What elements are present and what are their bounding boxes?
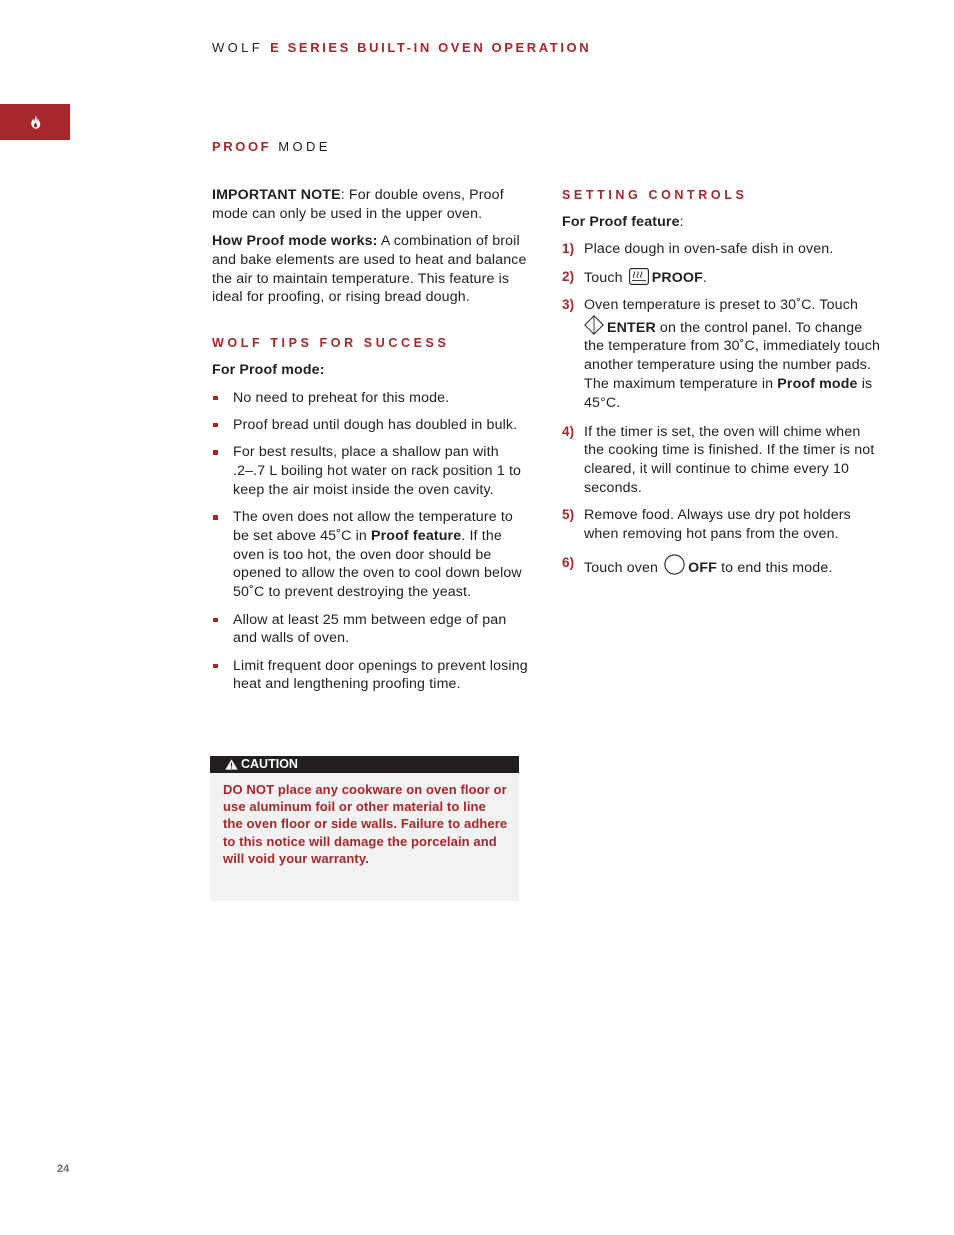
step-text-bold: OFF [688, 559, 717, 576]
tip-text: Allow at least 25 mm between edge of pan and walls of oven. [233, 611, 507, 647]
caution-bar [210, 756, 519, 773]
how-it-works-text: A combination of broil and bake elements are used to heat and balance the air to maintain temperature. This feature is ideal for proofing, or rising bread dough. [212, 233, 527, 306]
steps-list [562, 240, 882, 577]
list-item [562, 554, 882, 578]
tips-label: For Proof mode: [212, 362, 325, 379]
step-text: on the control panel. To change the temperature from 30˚C, immediately touch another temperature using the number pads. The maximum temperature in [584, 319, 880, 393]
bullet-icon [213, 423, 218, 428]
header-brand: WOLF [212, 40, 264, 55]
list-item [562, 240, 882, 259]
tip-text: For best results, place a shallow pan with .2–.7 L boiling hot water on rack position 1 to keep the air moist inside the oven cavity. [233, 444, 522, 498]
tip-text: Limit frequent door openings to prevent losing heat and lengthening proofing time. [233, 657, 528, 693]
caution-box [210, 756, 519, 901]
bullet-icon [213, 618, 218, 623]
step-number: 3) [562, 296, 575, 312]
enter-icon [584, 315, 604, 335]
step-text-bold: ENTER [607, 319, 656, 336]
header-title: E SERIES BUILT-IN OVEN OPERATION [270, 40, 592, 55]
list-item [562, 296, 882, 413]
setting-controls-label-colon: : [679, 214, 684, 230]
step-text: Touch [584, 269, 623, 286]
important-note-label: IMPORTANT NOTE [212, 187, 341, 203]
list-item [562, 268, 882, 288]
right-column [562, 186, 882, 586]
important-note-text: : For double ovens, Proof mode can only be used in the upper oven. [212, 187, 504, 222]
step-text: If the timer is set, the oven will chime when the cooking time is finished. If the timer is not cleared, it will continue to chime every 10 seconds. [584, 423, 875, 497]
step-text-bold: Proof mode [777, 376, 858, 393]
list-item [212, 443, 530, 499]
section-title-bold: PROOF [212, 139, 272, 154]
how-it-works [212, 232, 530, 307]
caution-label: CAUTION [241, 757, 298, 771]
list-item [212, 416, 530, 435]
bullet-icon [213, 396, 218, 401]
important-note [212, 186, 530, 224]
step-text: to end this mode. [717, 559, 833, 576]
section-title-rest: MODE [278, 139, 331, 154]
list-item [212, 611, 530, 649]
step-text: Oven temperature is preset to 30˚C. Touch [584, 296, 859, 313]
how-it-works-label: How Proof mode works: [212, 233, 378, 250]
bullet-icon [213, 450, 218, 455]
tip-text-bold: Proof feature [371, 527, 462, 544]
setting-controls-label [562, 213, 882, 232]
step-number: 1) [562, 241, 575, 257]
list-item [212, 657, 530, 695]
flame-icon [30, 115, 41, 129]
step-number: 4) [562, 423, 575, 439]
list-item [212, 389, 530, 408]
step-text: Touch oven [584, 559, 659, 576]
proof-icon [629, 268, 649, 285]
setting-controls-label-text: For Proof feature [562, 214, 680, 230]
running-header [212, 40, 591, 55]
list-item [562, 506, 882, 544]
off-icon [664, 554, 685, 575]
left-column [212, 186, 530, 703]
list-item [212, 508, 530, 602]
step-text: Place dough in oven-safe dish in oven. [584, 241, 834, 258]
list-item [562, 423, 882, 498]
step-text: . [702, 269, 707, 286]
page-number: 24 [57, 1163, 70, 1175]
tip-text: No need to preheat for this mode. [233, 389, 450, 406]
tip-text: . If the oven is too hot, the oven door should be opened to allow the oven to cool down below 50˚C to prevent destroying the yeast. [233, 527, 522, 601]
tips-heading: WOLF TIPS FOR SUCCESS [212, 336, 450, 351]
step-text: Remove food. Always use dry pot holders when removing hot pans from the oven. [584, 507, 851, 543]
step-text: is 45°C. [584, 376, 873, 411]
section-title [212, 139, 331, 154]
step-number: 6) [562, 554, 575, 570]
tip-text: The oven does not allow the temperature to be set above 45˚C in [233, 509, 513, 544]
setting-controls-heading: SETTING CONTROLS [562, 188, 748, 202]
step-number: 2) [562, 268, 575, 284]
caution-text: DO NOT place any cookware on oven floor or use aluminum foil or other material to line the oven floor or side walls. Failure to adhere to this notice will damage the porcelain and will void your warranty. [223, 782, 508, 866]
section-tab [0, 104, 70, 140]
bullet-icon [213, 515, 218, 520]
step-text-bold: PROOF [651, 269, 703, 286]
step-number: 5) [562, 507, 575, 523]
warning-icon [225, 759, 238, 770]
tip-text: Proof bread until dough has doubled in bulk. [233, 416, 518, 433]
tips-list [212, 389, 530, 695]
bullet-icon [213, 664, 218, 669]
